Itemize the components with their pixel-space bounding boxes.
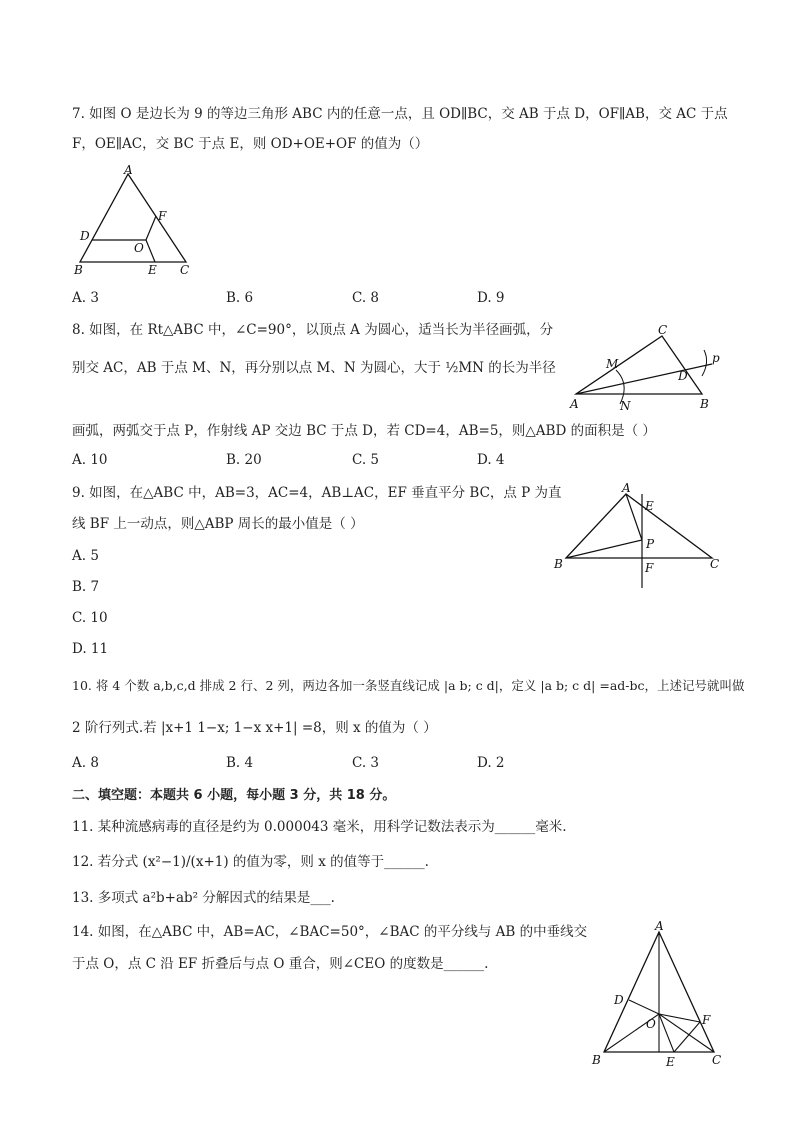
q8-label-d: D [678, 369, 688, 383]
q13-text: 13. 多项式 a²b+ab² 分解因式的结果是___. [72, 890, 335, 906]
q7-label-e: E [148, 263, 157, 277]
q14-label-a: A [655, 919, 664, 933]
q7-text-line1: 7. 如图 O 是边长为 9 的等边三角形 ABC 内的任意一点，且 OD∥BC，交 AB 于点 D，OF∥AB，交 AC 于点 [72, 106, 728, 122]
q9-text-line2: 线 BF 上一动点，则△ABP 周长的最小值是（ ） [72, 516, 364, 532]
q8-label-n: N [620, 399, 631, 413]
section-2-heading: 二、填空题：本题共 6 小题，每小题 3 分，共 18 分。 [72, 788, 396, 803]
q8-text-line3: 画弧，两弧交于点 P，作射线 AP 交边 BC 于点 D，若 CD=4，AB=5，则△ABD 的面积是（ ） [72, 423, 656, 439]
q8-text-line2: 别交 AC，AB 于点 M、N，再分别以点 M、N 为圆心，大于 ½MN 的长为半径 [72, 360, 556, 376]
q7-option-c: C. 8 [352, 290, 380, 306]
q9-label-a: A [622, 481, 631, 495]
q8-label-m: M [606, 357, 619, 371]
q8-text-line1: 8. 如图，在 Rt△ABC 中，∠C=90°，以顶点 A 为圆心，适当长为半径画弧，分 [72, 322, 554, 338]
q9-label-f: F [645, 561, 654, 575]
q10-option-d: D. 2 [477, 755, 505, 771]
q7-label-b: B [74, 263, 83, 277]
q9-label-e: E [645, 499, 654, 513]
q7-label-a: A [124, 163, 133, 177]
q7-equilateral-triangle-figure [70, 162, 200, 280]
q14-label-c: C [712, 1053, 722, 1067]
q9-label-p: P [646, 537, 655, 551]
q14-label-e: E [666, 1055, 675, 1069]
q8-right-triangle-figure [562, 320, 732, 418]
q10-option-a: A. 8 [72, 755, 99, 771]
q9-triangle-figure [548, 480, 728, 592]
q8-options [72, 452, 722, 472]
q7-option-a: A. 3 [72, 290, 99, 306]
q7-option-b: B. 6 [226, 290, 254, 306]
q8-option-b: B. 20 [226, 452, 262, 468]
q8-option-a: A. 10 [72, 452, 108, 468]
q10-options [72, 755, 722, 775]
q10-text-line1: 10. 将 4 个数 a,b,c,d 排成 2 行、2 列，两边各加一条竖直线记成 |a b; c d|，定义 |a b; c d| =ad-bc，上述记号就叫做 [72, 678, 745, 693]
q10-option-b: B. 4 [226, 755, 254, 771]
q8-label-p: p [712, 351, 720, 365]
q7-text-line2: F，OE∥AC，交 BC 于点 E，则 OD+OE+OF 的值为（） [72, 136, 429, 152]
q9-option-d: D. 11 [72, 641, 109, 657]
q14-text-line1: 14. 如图，在△ABC 中，AB=AC，∠BAC=50°，∠BAC 的平分线与 AB 的中垂线交 [72, 924, 588, 940]
q9-option-b: B. 7 [72, 579, 100, 595]
q7-label-o: O [134, 241, 144, 255]
q8-label-b: B [700, 397, 709, 411]
q8-label-c: C [658, 323, 668, 337]
q7-label-f: F [158, 209, 167, 223]
q8-option-c: C. 5 [352, 452, 380, 468]
q14-label-o: O [646, 1017, 656, 1031]
q14-label-b: B [592, 1053, 601, 1067]
q10-option-c: C. 3 [352, 755, 380, 771]
q14-label-f: F [702, 1013, 711, 1027]
q10-text-line2: 2 阶行列式.若 |x+1 1−x; 1−x x+1| =8，则 x 的值为（ ） [72, 720, 437, 736]
q9-text-line1: 9. 如图，在△ABC 中，AB=3，AC=4，AB⊥AC，EF 垂直平分 BC，点 P 为直 [72, 485, 562, 501]
q7-options [72, 290, 722, 310]
q14-label-d: D [614, 993, 624, 1007]
q7-option-d: D. 9 [477, 290, 505, 306]
q7-label-d: D [80, 229, 90, 243]
q11-text: 11. 某种流感病毒的直径是约为 0.000043 毫米，用科学记数法表示为______毫米. [72, 819, 567, 835]
q9-option-c: C. 10 [72, 610, 108, 626]
q9-label-b: B [554, 557, 563, 571]
q7-label-c: C [180, 263, 190, 277]
q14-text-line2: 于点 O，点 C 沿 EF 折叠后与点 O 重合，则∠CEO 的度数是______. [72, 956, 489, 972]
q9-label-c: C [710, 557, 720, 571]
q14-isosceles-triangle-figure [586, 918, 736, 1072]
q9-option-a: A. 5 [72, 548, 99, 564]
q12-text: 12. 若分式 (x²−1)/(x+1) 的值为零，则 x 的值等于______. [72, 854, 429, 870]
q8-option-d: D. 4 [477, 452, 505, 468]
q8-label-a: A [570, 397, 579, 411]
